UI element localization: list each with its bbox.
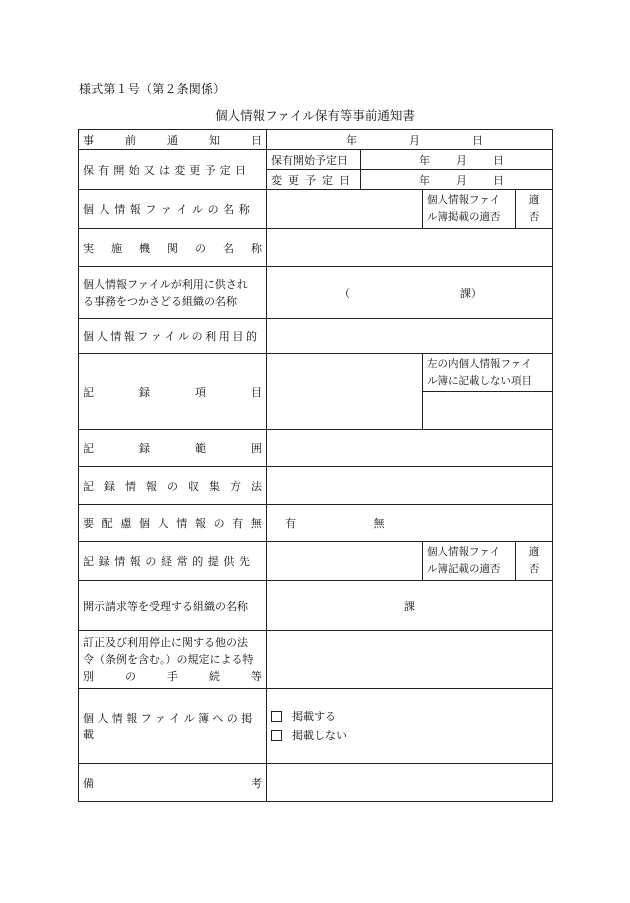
option-no[interactable]: 無 xyxy=(373,517,385,530)
value-file-name[interactable] xyxy=(267,190,423,229)
label-regular-recipients: 記録情報の経常的提供先 xyxy=(79,542,267,581)
label-start-change-date: 保有開始又は変更予定日 xyxy=(79,150,267,190)
value-start-date[interactable]: 年 月 日 xyxy=(361,150,553,170)
option-yes[interactable]: 有 xyxy=(285,517,296,530)
label-purpose: 個人情報ファイルの利用目的 xyxy=(79,319,267,354)
row-collection-method xyxy=(79,467,553,505)
label-file-name: 個人情報ファイルの名称 xyxy=(79,190,267,229)
row-advance-notice-date xyxy=(79,130,553,150)
label-register-publish: 個人情報ファイル簿への掲載 xyxy=(79,689,267,764)
label-sensitive-info: 要 配 慮 個 人 情 報 の 有 無 xyxy=(79,505,267,542)
label-special-procedures: 訂正及び利用停止に関する他の法 令（条例を含む。）の規定による特 別 の 手 続 等 xyxy=(79,631,267,689)
value-collection-method[interactable] xyxy=(267,467,553,505)
form-number: 様式第１号（第２条関係） xyxy=(79,82,226,96)
label-org-name: 個人情報ファイルが利用に供され る事務をつかさどる組織の名称 xyxy=(79,267,267,319)
document-title: 個人情報ファイル保有等事前通知書 xyxy=(215,108,415,123)
label-record-scope: 記 録 範 囲 xyxy=(79,430,267,467)
row-sensitive-info xyxy=(79,505,553,542)
row-disclosure-org xyxy=(79,581,553,631)
value-recipients-register-suitability[interactable]: 適 否 xyxy=(516,542,553,581)
value-record-items[interactable] xyxy=(267,354,423,430)
row-purpose xyxy=(79,319,553,354)
checkbox-not-publish[interactable] xyxy=(271,730,282,741)
option-publish[interactable]: 掲載する xyxy=(271,707,548,726)
row-regular-recipients xyxy=(79,542,553,581)
value-sensitive-info[interactable] xyxy=(267,505,553,542)
value-file-register-suitability[interactable]: 適 否 xyxy=(516,190,553,229)
row-remarks xyxy=(79,764,553,802)
row-register-publish xyxy=(79,689,553,764)
checkbox-publish[interactable] xyxy=(271,711,282,722)
value-record-scope[interactable] xyxy=(267,430,553,467)
label-file-register-suitability: 個人情報ファイ ル簿掲載の適否 xyxy=(423,190,516,229)
notification-form-table xyxy=(78,129,553,802)
option-not-publish[interactable]: 掲載しない xyxy=(271,726,548,745)
value-org-name[interactable]: （ 課） xyxy=(267,267,553,319)
row-special-procedures xyxy=(79,631,553,689)
label-recipients-register-suitability: 個人情報ファイ ル簿記載の適否 xyxy=(423,542,516,581)
value-agency-name[interactable] xyxy=(267,229,553,267)
row-agency-name xyxy=(79,229,553,267)
label-record-items-excluded: 左の内個人情報ファイ ル簿に記載しない項目 xyxy=(423,354,553,392)
value-advance-notice-date[interactable]: 年 月 日 xyxy=(267,130,553,150)
value-special-procedures[interactable] xyxy=(267,631,553,689)
value-record-items-excluded[interactable] xyxy=(423,392,553,430)
label-change-date: 変 更 予 定 日 xyxy=(267,170,361,190)
row-record-scope xyxy=(79,430,553,467)
label-collection-method: 記 録 情 報 の 収 集 方 法 xyxy=(79,467,267,505)
label-record-items: 記 録 項 目 xyxy=(79,354,267,430)
label-advance-notice-date: 事 前 通 知 日 xyxy=(79,130,267,150)
value-change-date[interactable]: 年 月 日 xyxy=(361,170,553,190)
row-record-items-top xyxy=(79,354,553,392)
label-start-date: 保有開始予定日 xyxy=(267,150,361,170)
label-remarks: 備 考 xyxy=(79,764,267,802)
row-file-name xyxy=(79,190,553,229)
row-start-date xyxy=(79,150,553,170)
value-regular-recipients[interactable] xyxy=(267,542,423,581)
value-purpose[interactable] xyxy=(267,319,553,354)
value-remarks[interactable] xyxy=(267,764,553,802)
label-agency-name: 実 施 機 関 の 名 称 xyxy=(79,229,267,267)
row-org-name xyxy=(79,267,553,319)
value-register-publish xyxy=(267,689,553,764)
label-disclosure-org: 開示請求等を受理する組織の名称 xyxy=(79,581,267,631)
value-disclosure-org[interactable]: 課 xyxy=(267,581,553,631)
